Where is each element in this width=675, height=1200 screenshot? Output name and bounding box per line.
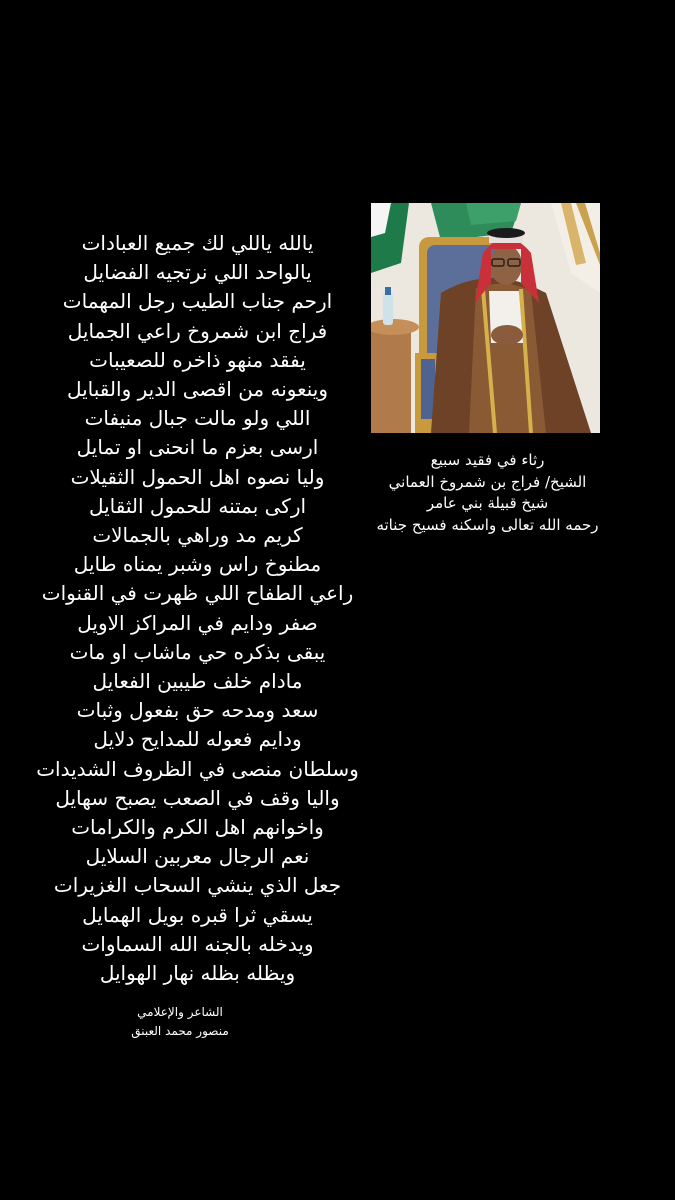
poem-verse: يفقد منهو ذاخره للصعيبات: [89, 347, 306, 372]
poem-verse: واليا وقف في الصعب يصبح سهايل: [55, 785, 340, 810]
poem-verse: ويظله بظله نهار الهوايل: [99, 961, 296, 986]
poem-verse: نعم الرجال معربين السلايل: [85, 844, 310, 869]
poem-verse: ويدخله بالجنه الله السماوات: [81, 931, 314, 956]
poem-verse: اللي ولو مالت جبال منيفات: [84, 406, 311, 431]
poem-verse: فراج ابن شمروخ راعي الجمايل: [67, 318, 328, 343]
caption-line: رثاء في فقيد سبيع: [430, 451, 545, 469]
poet-name: منصور محمد العبنق: [131, 1024, 229, 1038]
poem-verse: مادام خلف طيبين الفعايل: [92, 669, 303, 694]
poem-verse: ارسى بعزم ما انحنى او تمايل: [76, 435, 319, 460]
portrait-photo: [371, 203, 600, 433]
poem-verse: سعد ومدحه حق بفعول وثبات: [76, 698, 319, 723]
poem-verse: وينعونه من اقصى الدير والقبايل: [66, 377, 329, 402]
poem-verse: جعل الذي ينشي السحاب الغزيرات: [53, 873, 342, 898]
photo-caption: [345, 450, 630, 536]
caption-line: الشيخ/ فراج بن شمروخ العماني: [388, 472, 587, 491]
caption-line: شيخ قبيلة بني عامر: [426, 494, 549, 512]
poem-verse: كريم مد وراهي بالجمالات: [92, 523, 303, 548]
poem-verse: يبقى بذكره حي ماشاب او مات: [69, 639, 326, 664]
poem-verse: يسقي ثرا قبره بويل الهمايل: [82, 902, 313, 927]
poem-verse: وليا نصوه اهل الحمول الثقيلات: [70, 464, 325, 489]
poet-signature: [110, 1003, 250, 1041]
poem-verse: واخوانهم اهل الكرم والكرامات: [71, 815, 324, 840]
poem-verse: صفر ودايم في المراكز الاويل: [77, 610, 318, 635]
poem-verse: وسلطان منصى في الظروف الشديدات: [36, 756, 359, 781]
poem-verse: ودايم فعوله للمدايح دلايل: [93, 727, 302, 752]
poem-verse: راعي الطفاح اللي ظهرت في القنوات: [41, 581, 354, 606]
elegy-poem: [30, 229, 365, 988]
caption-line: رحمه الله تعالى واسكنه فسيح جناته: [376, 515, 599, 534]
poem-verse: اركى بمتنه للحمول الثقايل: [88, 493, 307, 518]
poem-verse: ارحم جناب الطيب رجل المهمات: [62, 289, 333, 314]
poem-verse: يالله ياللي لك جميع العبادات: [81, 231, 314, 255]
poem-verse: يالواحد اللي نرتجيه الفضايل: [83, 260, 312, 285]
poem-verse: مطنوخ راس وشبر يمناه طايل: [73, 552, 322, 577]
poet-title: الشاعر والإعلامي: [137, 1005, 223, 1019]
